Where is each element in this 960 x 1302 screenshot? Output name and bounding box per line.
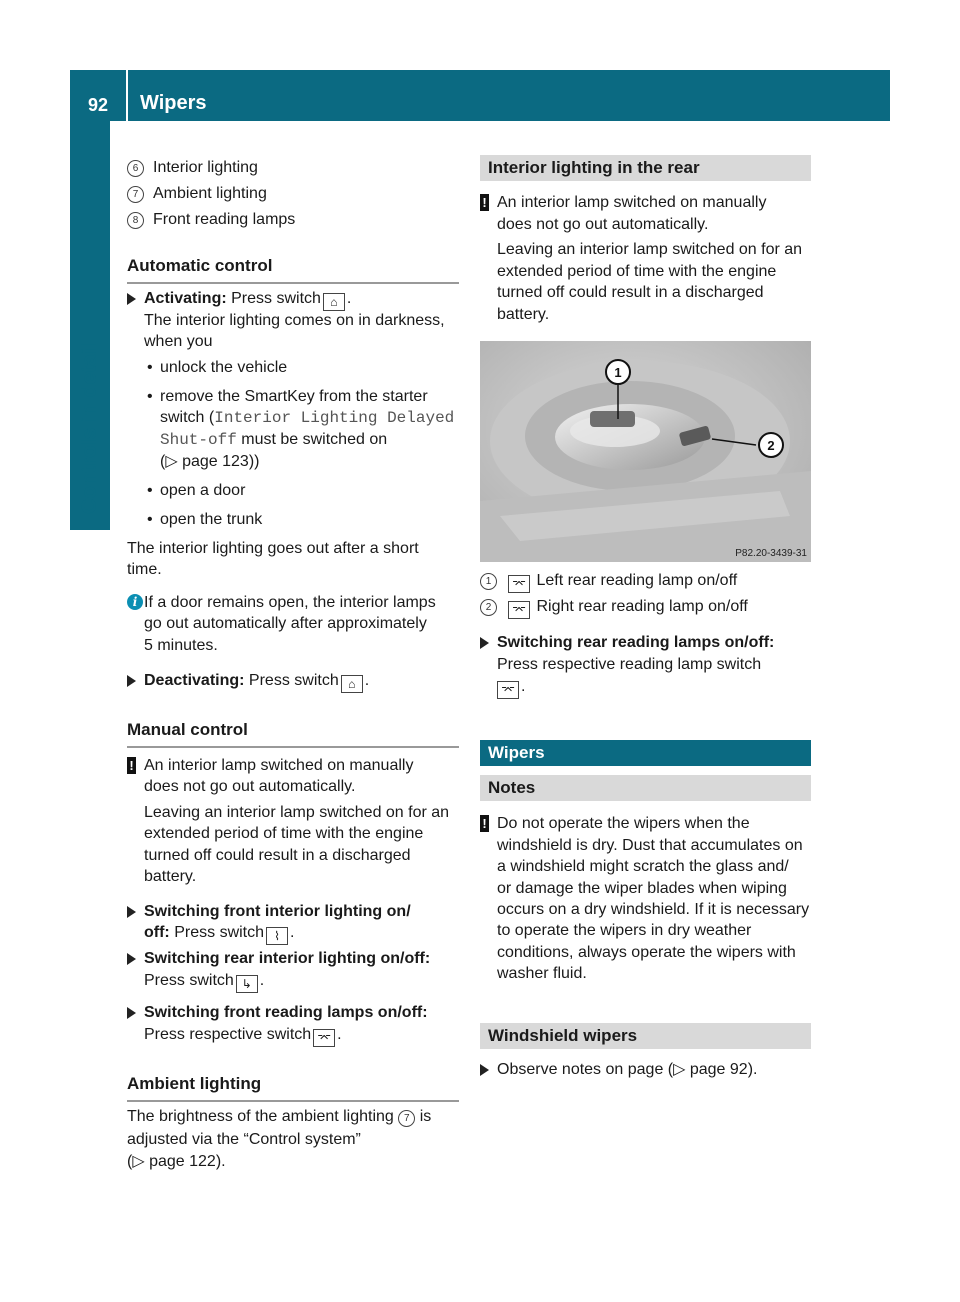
heading-manual-control: Manual control [127,719,459,748]
heading-notes: Notes [480,775,811,801]
text-line: 5 minutes. [144,637,218,654]
step-arrow-icon [127,953,136,965]
text-line: when you [144,333,213,350]
step-front-reading: Switching front reading lamps on/off: [127,1002,476,1024]
step-observe-notes: Observe notes on page (▷ page 92). [480,1059,829,1081]
legend-item: 6 Interior lighting [127,157,485,179]
legend-item: 8 Front reading lamps [127,209,485,231]
warning-note: ! Do not operate the wipers when the [480,813,829,835]
callout-number: 1 [480,573,497,590]
info-icon: i [127,594,143,610]
text-line: ⌤ . [480,676,829,699]
section-title: Wipers [140,92,207,114]
reading-lamp-icon: ⌤ [313,1029,335,1047]
callout-number: 2 [480,599,497,616]
bullet-item: • open the trunk [127,509,492,531]
text-line: time. [127,561,162,578]
text-line: battery. [144,868,197,885]
text-line: The interior lighting goes out after a short [127,540,419,557]
text-line: windshield is dry. Dust that accumulates on [497,837,803,854]
heading-windshield-wipers: Windshield wipers [480,1023,811,1049]
text-line: Press respective switch ⌤ . [144,1026,342,1045]
page-number: 92 [88,95,109,115]
text-line: turned off could result in a discharged [497,284,764,301]
text-line: extended period of time with the engine [144,825,424,842]
reading-lamp-icon: ⌤ [508,575,530,593]
bullet-item: • open a door [127,480,492,502]
warning-icon: ! [480,815,489,832]
heading-interior-rear: Interior lighting in the rear [480,155,811,181]
text-line: conditions, always operate the wipers with [497,944,796,961]
step-arrow-icon [127,1007,136,1019]
callout-number: 6 [127,160,144,177]
info-note: i If a door remains open, the interior lamps [127,592,476,614]
reading-lamp-icon: ⌤ [508,601,530,619]
text-line: does not go out automatically. [144,778,356,795]
legend-item: 1 ⌤ Left rear reading lamp on/off [480,570,838,593]
reading-lamp-icon: ⌤ [497,681,519,699]
text-line: Leaving an interior lamp switched on for an [497,241,803,258]
photo-illustration [480,341,811,562]
chapter-label: Controls in detail [78,342,101,514]
text-line: off: Press switch ⌇ . [144,924,295,943]
text-line: adjusted via the “Control system” [127,1131,361,1148]
step-arrow-icon [480,1064,489,1076]
warning-note: ! An interior lamp switched on manually [127,755,476,777]
text-line: turned off could result in a discharged [144,847,411,864]
heading-wipers: Wipers [480,740,811,766]
step-arrow-icon [127,906,136,918]
heading-automatic-control: Automatic control [127,255,459,284]
callout-number: 7 [398,1110,415,1127]
text-line: or damage the wiper blades when wiping [497,880,787,897]
page-ref: (▷ page 123)) [160,453,260,470]
text-line: Shut-off must be switched on [160,431,388,449]
step-rear-reading: Switching rear reading lamps on/off: [480,632,829,654]
step-arrow-icon [127,675,136,687]
bullet-item: • remove the SmartKey from the starter [127,386,492,408]
photo-code: P82.20-3439-31 [735,548,807,559]
text-line: extended period of time with the engine [497,263,777,280]
rear-lamp-icon: ↳ [236,975,258,993]
photo-callout: 1 [614,365,622,380]
lamp-on-icon: ⌂ [341,675,363,693]
front-lamp-icon: ⌇ [266,927,288,945]
legend-item: 2 ⌤ Right rear reading lamp on/off [480,596,838,619]
step-arrow-icon [480,637,489,649]
header-divider [126,70,128,121]
callout-number: 7 [127,186,144,203]
warning-note: ! An interior lamp switched on manually [480,192,829,214]
bullet-item: • unlock the vehicle [127,357,492,379]
step-rear-interior: Switching rear interior lighting on/off: [127,948,476,970]
photo-callout: 2 [767,438,775,453]
text-line: battery. [497,306,550,323]
text-line: switch (Interior Lighting Delayed [160,409,455,427]
text-line: to operate the wipers in dry weather [497,922,752,939]
warning-icon: ! [480,194,489,211]
text-line: go out automatically after approximately [144,615,427,632]
text-line: Press switch ↳ . [144,972,265,991]
text-line: occurs on a dry windshield. If it is necessary [497,901,810,918]
step-arrow-icon [127,293,136,305]
warning-icon: ! [127,757,136,774]
legend-item: 7 Ambient lighting [127,183,485,205]
text-line: Leaving an interior lamp switched on for an [144,804,450,821]
text-line: The brightness of the ambient lighting 7 is [127,1108,432,1125]
text-line: does not go out automatically. [497,216,709,233]
rear-reading-lamp-photo [480,341,811,562]
step-activating: Activating: Press switch ⌂ . [127,288,476,311]
text-line: washer fluid. [497,965,587,982]
heading-ambient-lighting: Ambient lighting [127,1073,459,1102]
step-front-interior: Switching front interior lighting on/ [127,901,476,923]
step-deactivating: Deactivating: Press switch ⌂ . [127,670,476,693]
text-line: Press respective reading lamp switch [497,656,762,673]
page-header [70,70,890,121]
lamp-on-icon: ⌂ [323,293,345,311]
page-ref: (▷ page 122). [127,1153,226,1170]
callout-number: 8 [127,212,144,229]
text-line: The interior lighting comes on in darkness, [144,312,445,329]
text-line: a windshield might scratch the glass and/ [497,858,789,875]
